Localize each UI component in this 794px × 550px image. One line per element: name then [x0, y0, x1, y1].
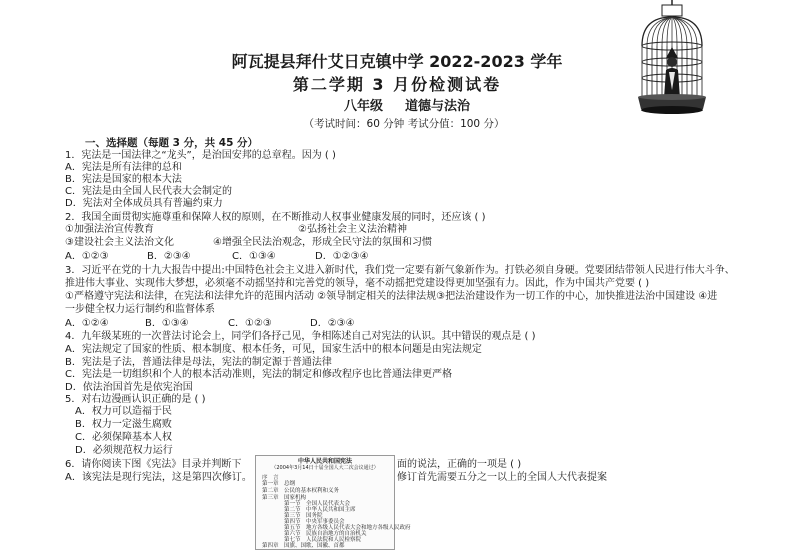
q3-option-d: D．②③④ — [310, 318, 355, 329]
toc-item-preamble: 序 言 — [262, 475, 279, 481]
section-heading-choice: 一、选择题（每题 3 分，共 45 分） — [85, 137, 259, 149]
q1-option-a: A．宪法是所有法律的总和 — [65, 162, 182, 173]
q2-option-c: C．①③④ — [232, 251, 276, 262]
toc-item-chapter1: 第一章 总纲 — [262, 481, 296, 487]
q2-stem: 2．我国全面贯彻实施尊重和保障人权的原则，在不断推动人权事业健康发展的同时，还应该 ( ) — [65, 212, 486, 223]
toc-title: 中华人民共和国宪法 — [297, 458, 352, 465]
q1-option-b: B．宪法是国家的根本大法 — [65, 174, 182, 185]
q2-statement-4: ④增强全民法治观念，形成全民守法的氛围和习惯 — [213, 237, 432, 248]
q5-stem: 5．对右边漫画认识正确的是 ( ) — [65, 394, 206, 405]
q5-option-d: D．必须规范权力运行 — [75, 445, 173, 456]
q1-option-d: D．宪法对全体成员具有普遍约束力 — [65, 198, 223, 209]
exam-title-line1: 阿瓦提县拜什艾日克镇中学 2022-2023 学年 — [231, 52, 563, 71]
toc-item-section4: 第四节 中央军事委员会 — [284, 519, 345, 525]
exam-info: （考试时间：60 分钟 考试分值：100 分） — [303, 118, 505, 130]
toc-item-section5: 第五节 地方各级人民代表大会和地方各级人民政府 — [284, 525, 411, 531]
toc-item-chapter4: 第四章 国旗、国歌、国徽、首都 — [262, 543, 345, 549]
toc-item-section6: 第六节 民族自治地方的自治机关 — [284, 531, 367, 537]
q3-option-c: C．①②③ — [228, 318, 272, 329]
toc-item-section1: 第一节 全国人民代表大会 — [284, 501, 351, 507]
q6-stem-right: 面的说法，正确的一项是 ( ) — [397, 459, 522, 470]
q2-option-d: D．①②③④ — [315, 251, 369, 262]
q3-stem-line2: 推进伟大事业、实现伟大梦想，必须毫不动摇坚持和完善党的领导，毫不动摇把党建设得更加坚强有力。因此，作为中国共产党要 ( ) — [65, 278, 650, 289]
q3-option-a: A．①②④ — [65, 318, 109, 329]
q3-option-b: B．①③④ — [145, 318, 189, 329]
constitution-contents-image — [255, 455, 411, 550]
q5-option-b: B．权力一定滋生腐败 — [75, 419, 172, 430]
q2-statement-1: ①加强法治宣传教育 — [65, 224, 154, 235]
toc-item-section7: 第七节 人民法院和人民检察院 — [284, 537, 362, 543]
q4-option-a: A．宪法规定了国家的性质、根本制度、根本任务，可见，国家生活中的根本问题是由宪法规定 — [65, 344, 482, 355]
q5-option-c: C．必须保障基本人权 — [75, 432, 172, 443]
q3-stem-line1: 3．习近平在党的十九大报告中提出:中国特色社会主义进入新时代，我们党一定要有新气象新作为。打铁必须自身硬。党要团结带领人民进行伟大斗争、 — [65, 265, 735, 276]
q1-option-c: C．宪法是由全国人民代表大会制定的 — [65, 186, 232, 197]
q4-stem: 4．九年级某班的一次普法讨论会上，同学们各抒己见，争相陈述自己对宪法的认识。其中错误的观点是 ( ) — [65, 331, 536, 342]
toc-item-chapter3: 第三章 国家机构 — [262, 495, 307, 501]
toc-item-chapter2: 第二章 公民的基本权利和义务 — [262, 488, 340, 494]
q2-option-b: B．②③④ — [147, 251, 191, 262]
q2-statement-3: ③建设社会主义法治文化 — [65, 237, 174, 248]
q3-statements-line1: ①严格遵守宪法和法律，在宪法和法律允许的范围内活动 ②领导制定相关的法律法规③把法治建设作为一切工作的中心，加快推进法治中国建设 ④进 — [65, 291, 718, 302]
q6-option-a-left: A．该宪法是现行宪法，这是第四次修订。 — [65, 472, 252, 483]
subject-label: 道德与法治 — [405, 99, 471, 114]
q4-option-d: D．依法治国首先是依宪治国 — [65, 382, 193, 393]
grade-label: 八年级 — [343, 99, 383, 114]
exam-title-line2: 第二学期 3 月份检测试卷 — [292, 75, 502, 94]
q2-statement-2: ②弘扬社会主义法治精神 — [298, 224, 407, 235]
birdcage-cartoon-icon — [633, 0, 711, 118]
q6-option-a-right: 修订首先需要五分之一以上的全国人大代表提案 — [397, 472, 607, 483]
q2-option-a: A．①②③ — [65, 251, 109, 262]
q5-option-a: A．权力可以造福于民 — [75, 406, 172, 417]
toc-note: （2004年3月14日十届全国人大二次会议通过） — [271, 465, 379, 471]
q4-option-b: B．宪法是子法，普通法律是母法，宪法的制定源于普通法律 — [65, 357, 332, 368]
toc-item-section2: 第二节 中华人民共和国主席 — [284, 507, 356, 513]
q4-option-c: C．宪法是一切组织和个人的根本活动准则，宪法的制定和修改程序也比普通法律更严格 — [65, 369, 452, 380]
q6-stem-left: 6．请你阅读下图《宪法》目录并判断下 — [65, 459, 242, 470]
q1-stem: 1．宪法是一国法律之“龙头”，是治国安邦的总章程。因为 ( ) — [65, 150, 336, 161]
q3-statements-line2: 一步健全权力运行制约和监督体系 — [65, 304, 215, 315]
toc-item-section3: 第三节 国务院 — [284, 513, 323, 519]
